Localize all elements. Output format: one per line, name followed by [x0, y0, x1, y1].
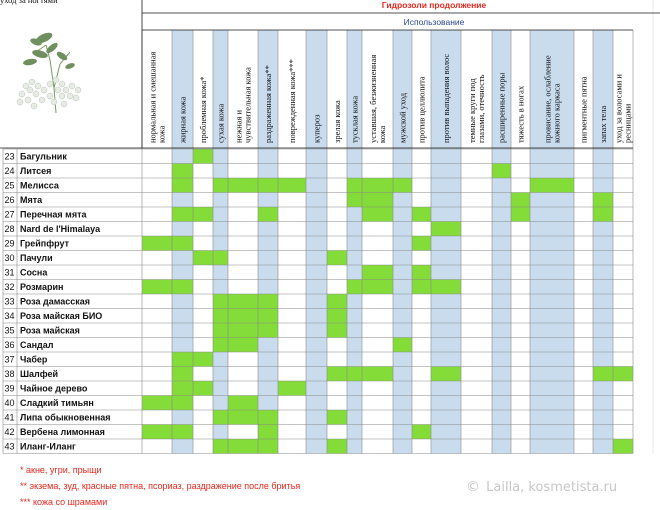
usage-mark — [172, 396, 193, 411]
usage-mark — [142, 236, 172, 251]
usage-mark — [530, 178, 574, 193]
column-header: уход за волосами иресницами — [613, 74, 633, 143]
usage-mark — [172, 178, 193, 193]
row-number: 33 — [4, 296, 15, 307]
column-header: запах тела — [598, 105, 608, 143]
usage-mark — [193, 207, 213, 222]
usage-mark — [213, 178, 228, 193]
plant-name: Мята — [20, 195, 43, 205]
plant-name: Шалфей — [20, 369, 59, 379]
usage-mark — [593, 207, 613, 222]
usage-mark — [362, 280, 393, 295]
row-number: 36 — [4, 340, 15, 350]
row-number: 27 — [4, 209, 15, 220]
plant-name: Иланг-Иланг — [20, 441, 76, 452]
plant-name: Роза майская — [20, 325, 80, 336]
row-number: 34 — [4, 311, 15, 321]
usage-mark — [258, 207, 278, 222]
column-header: провисание, ослаблениекожного каркаса — [542, 55, 562, 143]
column-header: мужской уход — [397, 92, 408, 143]
usage-mark — [213, 309, 228, 324]
usage-mark — [172, 352, 193, 367]
usage-mark — [431, 280, 461, 295]
footnote-eczema: ** экзема, зуд, красные пятна, псориаз, раздражение после бритья — [20, 481, 301, 491]
usage-mark — [213, 294, 228, 309]
yarrow-plant-icon — [17, 31, 81, 113]
usage-mark — [228, 323, 258, 338]
plant-name: Сладкий тимьян — [20, 398, 94, 408]
column-header: купероз — [311, 114, 322, 143]
usage-mark — [258, 294, 278, 309]
row-number: 42 — [4, 427, 15, 437]
plant-name: Сосна — [20, 267, 48, 278]
plant-name: Липа обыкновенная — [20, 412, 111, 423]
usage-mark — [258, 309, 278, 324]
usage-mark — [142, 425, 172, 440]
usage-mark — [412, 280, 431, 295]
usage-mark — [172, 280, 193, 295]
row-number: 38 — [4, 369, 15, 379]
column-band — [593, 30, 613, 454]
usage-mark — [613, 367, 633, 382]
row-number: 30 — [4, 253, 15, 263]
plant-name: Сандал — [20, 340, 54, 350]
usage-mark — [431, 222, 461, 237]
footnote-acne: * акне, угри, прыщи — [20, 465, 102, 475]
column-band — [306, 30, 327, 454]
column-header: жирная кожа — [177, 96, 188, 143]
plant-name: Грейпфрут — [20, 238, 70, 249]
usage-mark — [362, 265, 393, 280]
plant-name: Пачули — [20, 253, 53, 263]
watermark — [466, 479, 617, 495]
column-header: нежная ичувствительная кожа — [233, 67, 253, 143]
table-title: Гидрозоли продолжение — [381, 0, 487, 10]
row-number: 35 — [4, 325, 15, 336]
column-header: сухая кожа — [215, 103, 226, 143]
usage-mark — [347, 178, 362, 193]
plant-name: Багульник — [20, 151, 67, 162]
plant-name: Литсея — [20, 166, 52, 176]
plant-name: Розмарин — [20, 282, 64, 292]
column-header: уход за ногтями — [0, 0, 58, 5]
usage-mark — [327, 251, 347, 266]
footnotes — [20, 462, 360, 510]
row-number: 37 — [4, 354, 15, 365]
column-header: тусклая кожа — [349, 95, 360, 143]
column-header: против целлюлита — [416, 76, 427, 143]
usage-mark — [431, 367, 461, 382]
usage-mark — [593, 193, 613, 208]
usage-mark — [511, 207, 530, 222]
usage-mark — [362, 193, 393, 208]
usage-mark — [412, 236, 431, 251]
plant-name: Nard de l'Himalaya — [20, 224, 101, 234]
usage-mark — [172, 236, 193, 251]
usage-mark — [213, 338, 228, 353]
column-header: уставшая, безжизненнаякожа — [368, 54, 387, 143]
usage-mark — [327, 323, 347, 338]
usage-mark — [172, 381, 193, 396]
row-number: 43 — [4, 441, 15, 452]
column-band — [347, 30, 362, 454]
plant-name: Вербена лимонная — [20, 427, 105, 437]
usage-mark — [228, 396, 258, 411]
row-number: 32 — [4, 282, 15, 292]
usage-mark — [228, 439, 258, 454]
column-header: тяжесть в ногах — [515, 85, 526, 143]
usage-mark — [193, 251, 213, 266]
usage-mark — [327, 410, 347, 425]
usage-mark — [412, 265, 431, 280]
column-band — [213, 30, 228, 454]
row-number: 31 — [4, 267, 15, 278]
column-header: нормальная и смешаннаякожа — [147, 51, 167, 143]
usage-mark — [258, 439, 278, 454]
row-number: 40 — [4, 398, 15, 408]
usage-mark — [347, 193, 362, 208]
usage-mark — [593, 367, 613, 382]
row-number: 24 — [4, 166, 15, 176]
usage-mark — [347, 367, 362, 382]
watermark-text: Lailla, kosmetista.ru — [486, 480, 618, 495]
row-number: 39 — [4, 383, 15, 394]
usage-mark — [347, 280, 362, 295]
usage-mark — [228, 309, 258, 324]
plant-name: Мелисса — [20, 180, 59, 191]
row-number: 26 — [4, 195, 15, 205]
column-header: зрелая кожа — [332, 100, 342, 143]
usage-mark — [142, 396, 172, 411]
usage-mark — [362, 178, 393, 193]
usage-mark — [213, 410, 228, 425]
usage-mark — [362, 207, 393, 222]
usage-mark — [613, 439, 633, 454]
usage-mark — [412, 207, 431, 222]
row-number: 25 — [4, 180, 15, 191]
usage-mark — [278, 381, 306, 396]
column-header: пигментные пятна — [578, 76, 589, 143]
column-header: против выпадения волос — [441, 53, 451, 143]
usage-mark — [278, 178, 306, 193]
plant-name: Роза майская БИО — [20, 311, 103, 321]
column-header: поврежденная кожа*** — [287, 59, 297, 143]
column-header: темные круги подглазами, отечность — [467, 74, 486, 143]
footnote-scars: *** кожа со шрамами — [20, 497, 108, 507]
usage-mark — [213, 323, 228, 338]
usage-mark — [193, 381, 213, 396]
usage-mark — [172, 164, 193, 179]
usage-mark — [228, 294, 258, 309]
usage-mark — [258, 425, 278, 440]
usage-mark — [327, 294, 347, 309]
usage-mark — [258, 410, 278, 425]
usage-mark — [172, 425, 193, 440]
column-header: проблемная кожа* — [198, 76, 208, 143]
usage-mark — [258, 323, 278, 338]
usage-mark — [213, 439, 228, 454]
usage-mark — [172, 367, 193, 382]
usage-mark — [142, 280, 172, 295]
usage-mark — [193, 149, 213, 164]
usage-mark — [362, 367, 393, 382]
usage-mark — [393, 338, 412, 353]
usage-heading: Использование — [403, 17, 465, 27]
plant-name: Роза дамасская — [20, 296, 91, 307]
usage-mark — [492, 164, 511, 179]
usage-mark — [258, 178, 278, 193]
usage-mark — [393, 178, 412, 193]
column-header: раздраженная кожа** — [263, 65, 273, 143]
row-number: 28 — [4, 224, 15, 234]
column-header: расширенные поры — [496, 72, 507, 143]
usage-mark — [228, 338, 258, 353]
plant-name: Чайное дерево — [20, 383, 88, 394]
usage-mark — [172, 207, 193, 222]
usage-mark — [193, 352, 213, 367]
usage-mark — [228, 178, 258, 193]
row-number: 23 — [4, 151, 15, 162]
usage-mark — [327, 439, 347, 454]
usage-mark — [228, 410, 258, 425]
plant-name: Перечная мята — [20, 209, 87, 220]
row-number: 41 — [4, 412, 15, 423]
copyright-icon: © — [466, 479, 480, 495]
usage-mark — [327, 367, 347, 382]
plant-name: Чабер — [20, 354, 48, 365]
row-number: 29 — [4, 238, 15, 249]
usage-mark — [213, 251, 228, 266]
usage-mark — [412, 425, 431, 440]
usage-mark — [327, 309, 347, 324]
usage-mark — [511, 193, 530, 208]
